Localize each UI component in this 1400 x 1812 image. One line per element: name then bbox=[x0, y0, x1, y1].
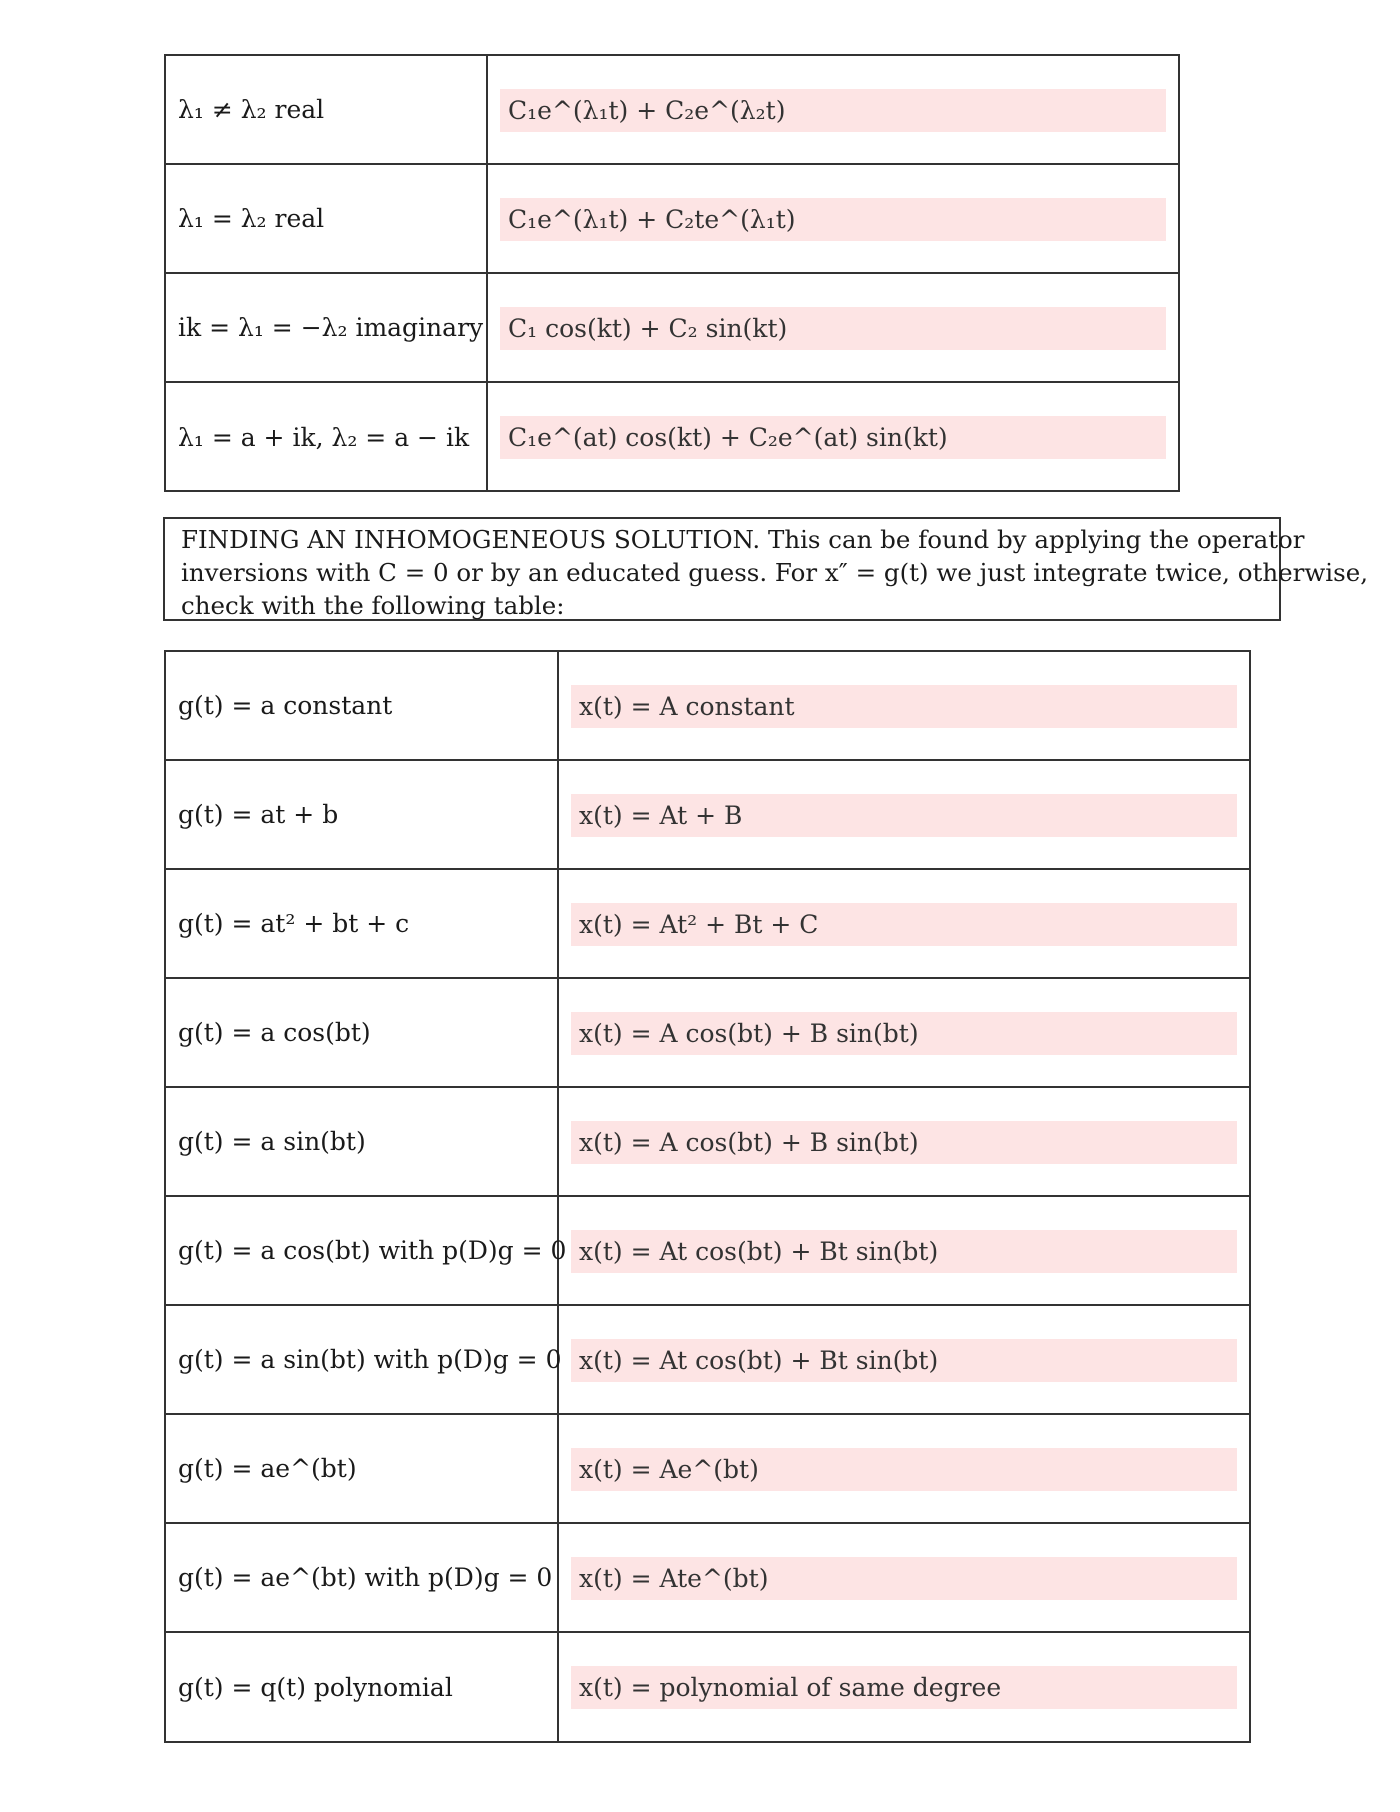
note-line: inversions with C = 0 or by an educated guess. For x″ = g(t) we just integrate twice, otherwise, bbox=[181, 558, 1368, 587]
note-line: FINDING AN INHOMOGENEOUS SOLUTION. This can be found by applying the operator bbox=[181, 525, 1305, 554]
inhomogeneous-solutions-table bbox=[164, 650, 1251, 1743]
x-cell: x(t) = polynomial of same degree bbox=[571, 1666, 1237, 1709]
x-cell: x(t) = At + B bbox=[571, 794, 1237, 837]
note-line: check with the following table: bbox=[181, 591, 565, 620]
case-cell: λ₁ ≠ λ₂ real bbox=[166, 56, 488, 163]
table-row bbox=[166, 1415, 1249, 1524]
table-row bbox=[166, 870, 1249, 979]
x-cell: x(t) = At cos(bt) + Bt sin(bt) bbox=[571, 1339, 1237, 1382]
case-cell: λ₁ = λ₂ real bbox=[166, 165, 488, 272]
table-row bbox=[166, 652, 1249, 761]
table-row bbox=[166, 979, 1249, 1088]
solution-cell: C₁e^(λ₁t) + C₂te^(λ₁t) bbox=[500, 198, 1166, 241]
solution-cell: C₁e^(λ₁t) + C₂e^(λ₂t) bbox=[500, 89, 1166, 132]
x-cell: x(t) = At cos(bt) + Bt sin(bt) bbox=[571, 1230, 1237, 1273]
x-cell: x(t) = At² + Bt + C bbox=[571, 903, 1237, 946]
solution-cell: C₁e^(at) cos(kt) + C₂e^(at) sin(kt) bbox=[500, 416, 1166, 459]
g-cell: g(t) = a constant bbox=[166, 652, 559, 759]
table-row bbox=[166, 165, 1178, 274]
case-cell: ik = λ₁ = −λ₂ imaginary bbox=[166, 274, 488, 381]
x-cell: x(t) = Ate^(bt) bbox=[571, 1557, 1237, 1600]
g-cell: g(t) = at + b bbox=[166, 761, 559, 868]
g-cell: g(t) = a sin(bt) with p(D)g = 0 bbox=[166, 1306, 559, 1413]
solution-cell: C₁ cos(kt) + C₂ sin(kt) bbox=[500, 307, 1166, 350]
x-cell: x(t) = A cos(bt) + B sin(bt) bbox=[571, 1012, 1237, 1055]
homogeneous-solutions-table bbox=[164, 54, 1180, 492]
inhomogeneous-note bbox=[163, 517, 1368, 621]
case-cell: λ₁ = a + ik, λ₂ = a − ik bbox=[166, 383, 488, 492]
table-row bbox=[166, 56, 1178, 165]
table-row bbox=[166, 761, 1249, 870]
x-cell: x(t) = A cos(bt) + B sin(bt) bbox=[571, 1121, 1237, 1164]
g-cell: g(t) = at² + bt + c bbox=[166, 870, 559, 977]
table-row bbox=[166, 1633, 1249, 1742]
g-cell: g(t) = ae^(bt) with p(D)g = 0 bbox=[166, 1524, 559, 1631]
x-cell: x(t) = Ae^(bt) bbox=[571, 1448, 1237, 1491]
table-row bbox=[166, 1306, 1249, 1415]
g-cell: g(t) = a cos(bt) with p(D)g = 0 bbox=[166, 1197, 559, 1304]
x-cell: x(t) = A constant bbox=[571, 685, 1237, 728]
table-row bbox=[166, 1088, 1249, 1197]
g-cell: g(t) = a cos(bt) bbox=[166, 979, 559, 1086]
g-cell: g(t) = ae^(bt) bbox=[166, 1415, 559, 1522]
g-cell: g(t) = q(t) polynomial bbox=[166, 1633, 559, 1742]
table-row bbox=[166, 383, 1178, 492]
table-row bbox=[166, 274, 1178, 383]
table-row bbox=[166, 1197, 1249, 1306]
table-row bbox=[166, 1524, 1249, 1633]
g-cell: g(t) = a sin(bt) bbox=[166, 1088, 559, 1195]
